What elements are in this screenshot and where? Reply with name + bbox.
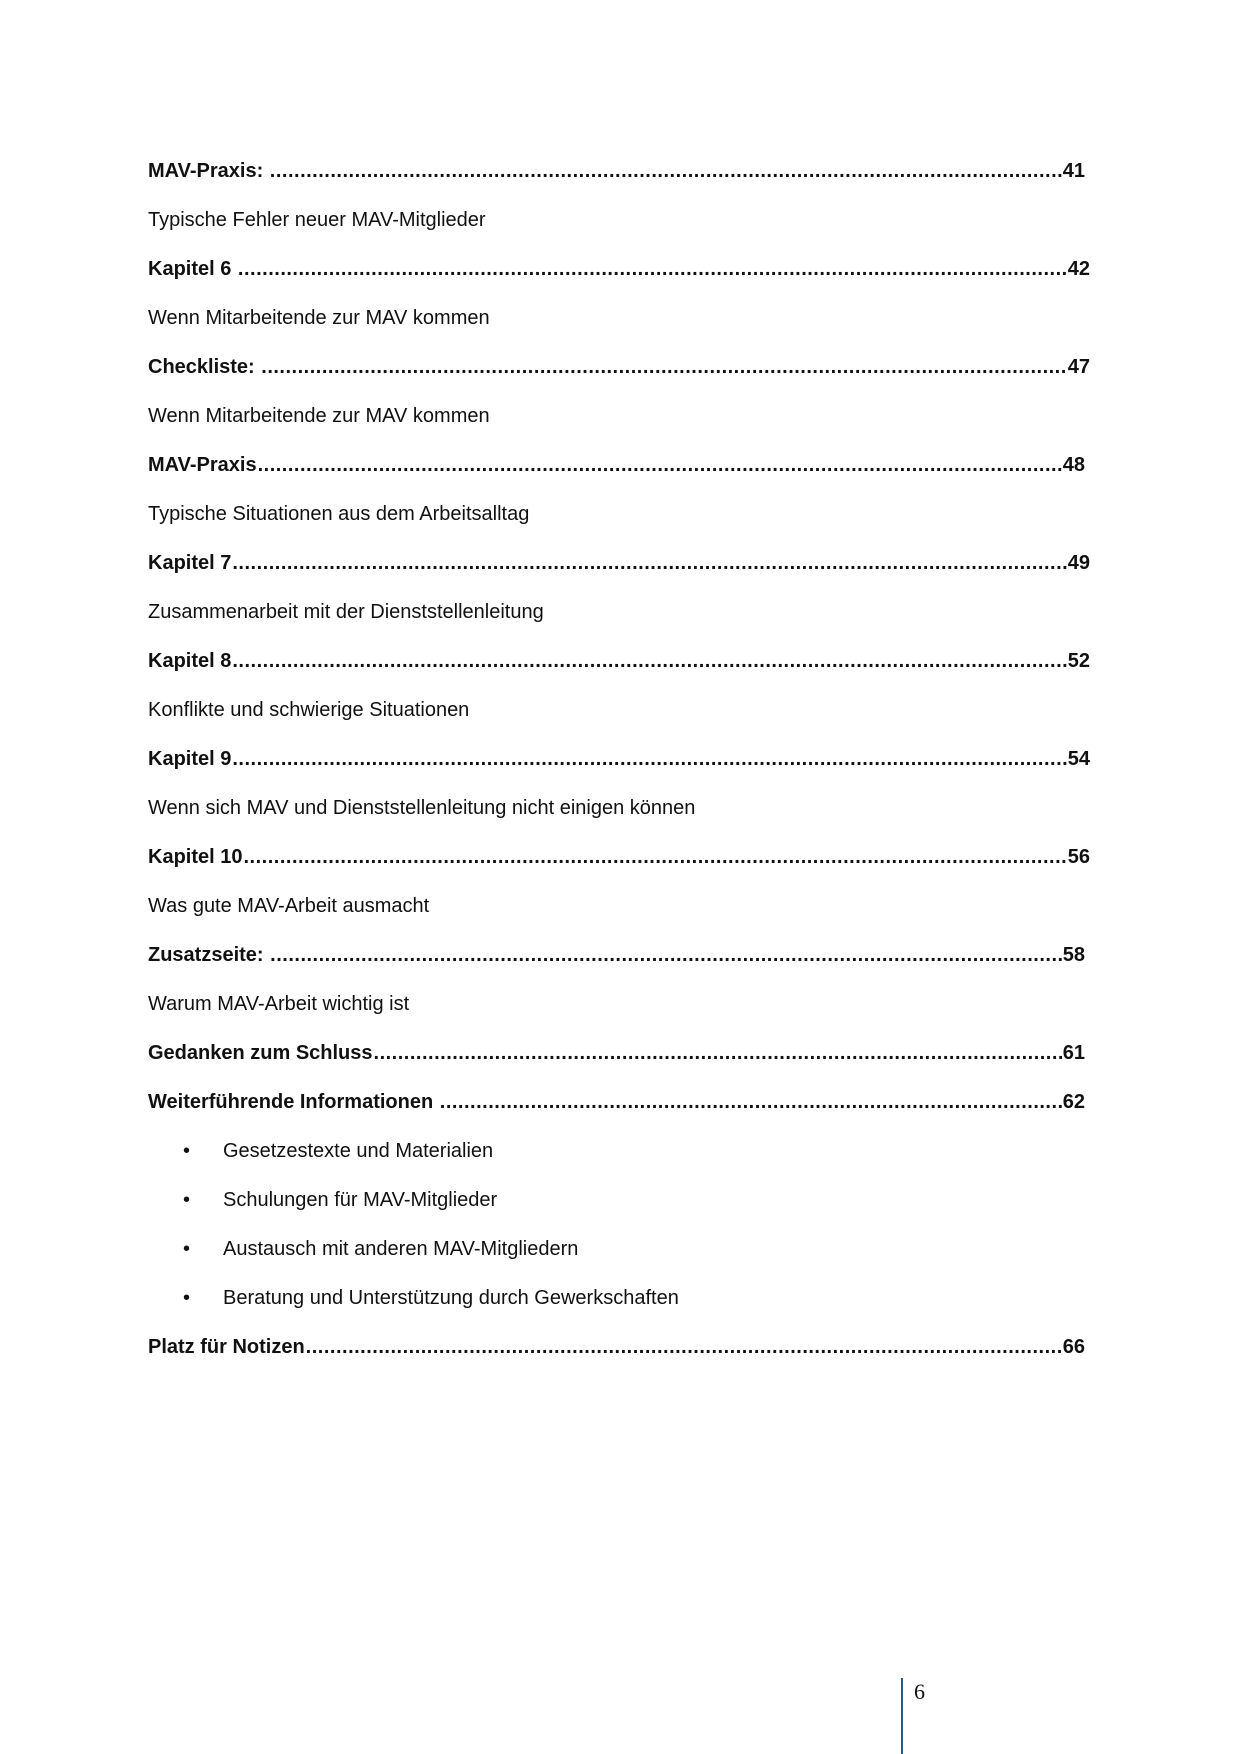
toc-dot-leader (270, 944, 1062, 967)
toc-description: Warum MAV-Arbeit wichtig ist (148, 993, 410, 1015)
toc-bullet-text: Beratung und Unterstützung durch Gewerkschaften (223, 1287, 679, 1309)
toc-entry-label: MAV-Praxis (148, 454, 257, 476)
bullet-icon: • (183, 1287, 191, 1309)
toc-entry-label: Platz für Notizen (148, 1336, 305, 1358)
toc-entry[interactable] (148, 539, 1090, 588)
toc-page-number: 47 (1067, 356, 1090, 378)
toc-dot-leader (243, 846, 1066, 869)
toc-entry-label: Kapitel 9 (148, 748, 232, 770)
toc-dot-leader (232, 650, 1066, 673)
toc-entry[interactable] (148, 441, 1085, 490)
toc-entry-label: Gedanken zum Schluss (148, 1042, 373, 1064)
toc-description: Wenn Mitarbeitende zur MAV kommen (148, 405, 490, 427)
bullet-icon: • (183, 1189, 191, 1211)
toc-page-number: 54 (1067, 748, 1090, 770)
toc-entry[interactable] (148, 245, 1090, 294)
toc-page-number: 41 (1062, 160, 1085, 182)
table-of-contents (148, 147, 1090, 1372)
toc-description: Konflikte und schwierige Situationen (148, 699, 470, 721)
bullet-icon: • (183, 1238, 191, 1260)
footer-divider (901, 1678, 903, 1754)
toc-bullet-text: Austausch mit anderen MAV-Mitgliedern (223, 1238, 579, 1260)
toc-entry[interactable] (148, 147, 1085, 196)
toc-dot-leader (238, 258, 1067, 281)
toc-entry[interactable] (148, 1323, 1085, 1372)
toc-bullet-text: Schulungen für MAV-Mitglieder (223, 1189, 498, 1211)
toc-entry-label: Zusatzseite: (148, 944, 270, 966)
toc-entry-label: MAV-Praxis: (148, 160, 269, 182)
toc-page-number: 56 (1067, 846, 1090, 868)
toc-description: Wenn sich MAV und Dienststellenleitung nicht einigen können (148, 797, 696, 819)
toc-description: Typische Situationen aus dem Arbeitsalltag (148, 503, 530, 525)
toc-description: Wenn Mitarbeitende zur MAV kommen (148, 307, 490, 329)
toc-entry-label: Checkliste: (148, 356, 261, 378)
toc-description: Was gute MAV-Arbeit ausmacht (148, 895, 430, 917)
toc-entry-label: Kapitel 8 (148, 650, 232, 672)
toc-dot-leader (258, 454, 1062, 477)
toc-bullet-item (148, 1176, 1090, 1225)
toc-page-number: 48 (1062, 454, 1085, 476)
toc-entry-label: Weiterführende Informationen (148, 1091, 439, 1113)
bullet-icon: • (183, 1140, 191, 1162)
toc-page-number: 42 (1067, 258, 1090, 280)
toc-bullet-item (148, 1127, 1090, 1176)
toc-page-number: 52 (1067, 650, 1090, 672)
toc-dot-leader (232, 748, 1066, 771)
page-number: 6 (914, 1679, 925, 1704)
toc-page-number: 58 (1062, 944, 1085, 966)
toc-entry-label: Kapitel 10 (148, 846, 243, 868)
toc-dot-leader (261, 356, 1066, 379)
toc-description: Typische Fehler neuer MAV-Mitglieder (148, 209, 486, 231)
toc-page-number: 61 (1062, 1042, 1085, 1064)
toc-entry[interactable] (148, 1078, 1085, 1127)
toc-dot-leader (270, 160, 1062, 183)
toc-bullet-text: Gesetzestexte und Materialien (223, 1140, 494, 1162)
toc-description: Zusammenarbeit mit der Dienststellenleitung (148, 601, 544, 623)
toc-entry[interactable] (148, 735, 1090, 784)
toc-entry[interactable] (148, 931, 1085, 980)
toc-bullet-item (148, 1274, 1090, 1323)
toc-dot-leader (306, 1336, 1062, 1359)
toc-page-number: 49 (1067, 552, 1090, 574)
toc-page-number: 62 (1062, 1091, 1085, 1113)
toc-entry[interactable] (148, 1029, 1085, 1078)
toc-entry[interactable] (148, 833, 1090, 882)
toc-dot-leader (440, 1091, 1062, 1114)
toc-page-number: 66 (1062, 1336, 1085, 1358)
toc-entry-label: Kapitel 6 (148, 258, 237, 280)
toc-dot-leader (232, 552, 1066, 575)
toc-dot-leader (374, 1042, 1062, 1065)
toc-entry[interactable] (148, 637, 1090, 686)
toc-entry[interactable] (148, 343, 1090, 392)
toc-entry-label: Kapitel 7 (148, 552, 232, 574)
toc-bullet-item (148, 1225, 1090, 1274)
